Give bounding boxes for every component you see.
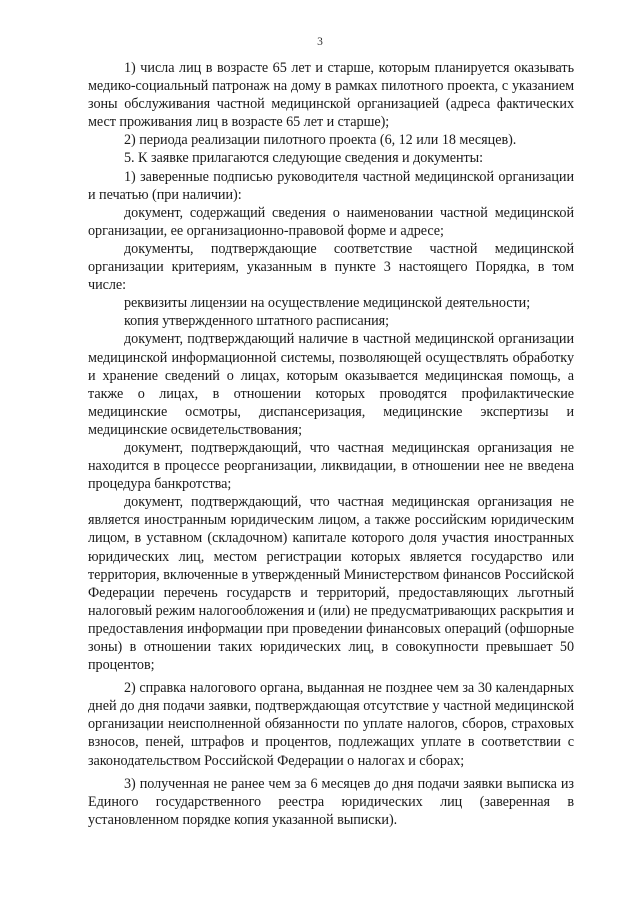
paragraph: 3) полученная не ранее чем за 6 месяцев до дня подачи заявки выписка из Единого государственного реестра юридических лиц (заверенная в установленном порядке копия указанной выписки).	[88, 775, 574, 828]
paragraph: копия утвержденного штатного расписания;	[124, 313, 390, 330]
paragraph: 2) справка налогового органа, выданная не позднее чем за 30 календарных дней до дня подачи заявки, подтверждающая отсутствие у частной медицинской организации неисполненной обязанности по уплате налогов, сборов, страховых взносов, пеней, штрафов и процентов, подлежащих уплате в соответствии с законодательством Российской Федерации о налогах и сборах;	[88, 680, 574, 769]
paragraph: 1) числа лиц в возрасте 65 лет и старше, которым планируется оказывать медико-социальный патронаж на дому в рамках пилотного проекта, с указанием зоны обслуживания частной медицинской организацией (адреса фактических мест проживания лиц в возрасте 65 лет и старше);	[88, 60, 574, 131]
document-body	[88, 59, 574, 829]
paragraph: документ, подтверждающий, что частная медицинская организация не является иностранным юридическим лицом, а также российским юридическим лицом, в уставном (складочном) капитале которого доля участия иностранных юридических лиц, местом регистрации которых является государство или территория, включенные в утвержденный Министерством финансов Российской Федерации перечень государств и территорий, предоставляющих льготный налоговый режим налогообложения и (или) не предусматривающих раскрытия и предоставления информации при проведении финансовых операций (офшорные зоны) в отношении таких юридических лиц, в совокупности превышает 50 процентов;	[88, 494, 574, 674]
paragraph: документ, подтверждающий наличие в частной медицинской организации медицинской информационной системы, позволяющей осуществлять обработку и хранение сведений о лицах, которым оказывается медицинская помощь, а также о лицах, в отношении которых проводятся профилактические медицинские осмотры, диспансеризация, медицинские экспертизы и медицинские освидетельствования;	[88, 331, 574, 438]
paragraph: 5. К заявке прилагаются следующие сведения и документы:	[124, 150, 484, 167]
paragraph: 1) заверенные подписью руководителя частной медицинской организации и печатью (при наличии):	[88, 168, 574, 203]
paragraph: документы, подтверждающие соответствие частной медицинской организации критериям, указанным в пункте 3 настоящего Порядка, в том числе:	[88, 240, 574, 294]
paragraph: 2) периода реализации пилотного проекта (6, 12 или 18 месяцев).	[124, 132, 517, 149]
page-number: 3	[317, 36, 323, 48]
paragraph: документ, содержащий сведения о наименовании частной медицинской организации, ее организационно-правовой форме и адресе;	[88, 204, 574, 239]
paragraph: реквизиты лицензии на осуществление медицинской деятельности;	[124, 295, 531, 312]
paragraph: документ, подтверждающий, что частная медицинская организация не находится в процессе реорганизации, ликвидации, в отношении нее не введена процедура банкротства;	[88, 439, 574, 493]
